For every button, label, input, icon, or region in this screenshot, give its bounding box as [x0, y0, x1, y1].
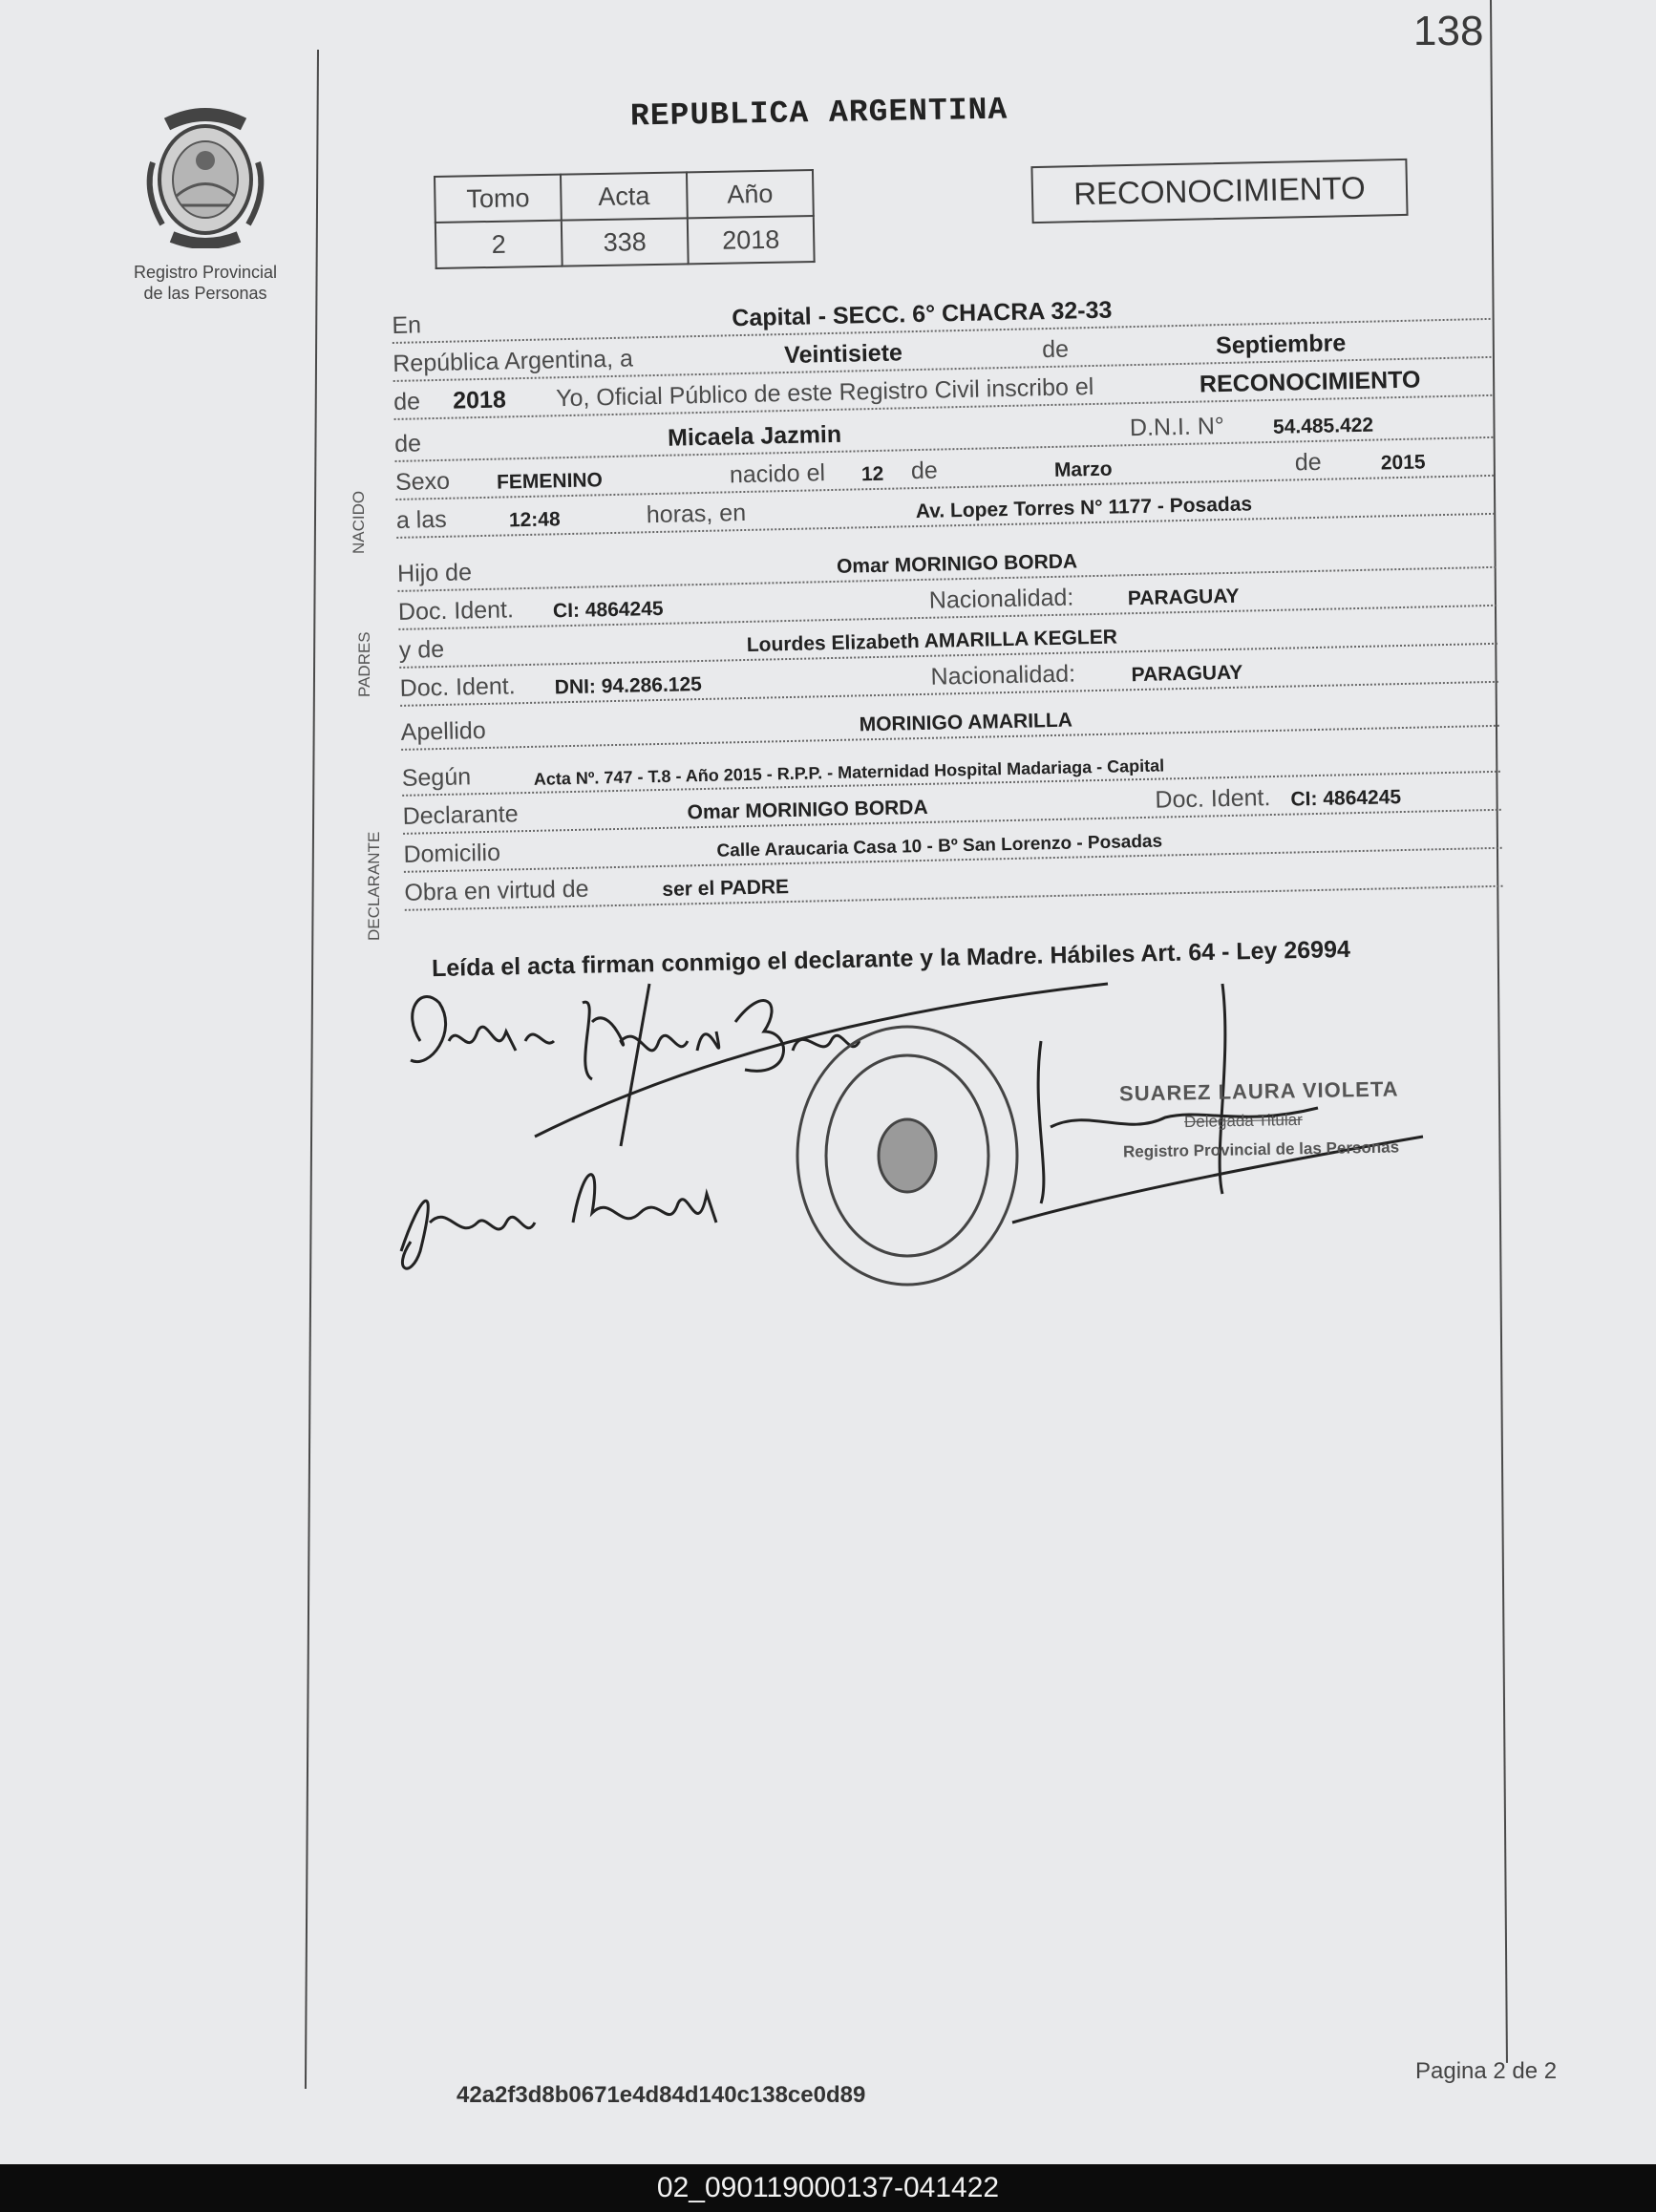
label-nacido-de2: de [1294, 448, 1322, 477]
side-label-declarante: DECLARANTE [365, 831, 383, 941]
value-padre-doc: CI: 4864245 [552, 597, 664, 623]
label-a-las: a las [395, 505, 448, 534]
value-obra: ser el PADRE [662, 876, 790, 901]
label-hijo-de: Hijo de [396, 559, 473, 587]
record-body [392, 282, 1503, 911]
value-hora: 12:48 [508, 508, 561, 532]
header-tomo: Tomo [435, 175, 562, 223]
value-inscribo: RECONOCIMIENTO [1199, 366, 1421, 398]
value-anio: 2018 [688, 216, 815, 264]
pagination: Pagina 2 de 2 [1415, 2058, 1558, 2084]
value-mes: Septiembre [1215, 330, 1347, 360]
logo-caption-line1: Registro Provincial [133, 263, 278, 282]
logo-caption [105, 262, 306, 304]
header-acta: Acta [561, 172, 688, 220]
label-inscribo: Yo, Oficial Público de este Registro Civil inscribo el [555, 372, 1094, 413]
value-tomo: 2 [435, 221, 563, 268]
value-dia: Veintisiete [783, 339, 903, 370]
document-hash: 42a2f3d8b0671e4d84d140c138ce0d89 [456, 2082, 866, 2108]
value-nombre: Micaela Jazmin [667, 420, 842, 452]
value-declarante: Omar MORINIGO BORDA [687, 796, 928, 824]
scan-id-footer: 02_090119000137-041422 [0, 2164, 1656, 2212]
value-nacido-dia: 12 [860, 462, 884, 486]
value-madre-doc: DNI: 94.286.125 [554, 673, 703, 699]
label-madre-nac: Nacionalidad: [930, 660, 1076, 691]
label-dni: D.N.I. N° [1129, 413, 1225, 442]
document-title: REPUBLICA ARGENTINA [629, 92, 1008, 135]
label-declarante-doc: Doc. Ident. [1155, 784, 1271, 814]
label-domicilio: Domicilio [403, 839, 501, 868]
value-padre-nac: PARAGUAY [1127, 585, 1240, 610]
label-segun: Según [401, 763, 472, 792]
value-madre-nac: PARAGUAY [1131, 661, 1243, 687]
record-type-box: RECONOCIMIENTO [1030, 159, 1408, 223]
signature-lourdes-amarilla [401, 1175, 716, 1268]
label-padre-doc: Doc. Ident. [397, 596, 515, 626]
value-nacido-anio: 2015 [1380, 451, 1426, 475]
value-acta: 338 [562, 218, 689, 266]
provincia-misiones-emblem-icon [134, 105, 277, 248]
value-domicilio: Calle Araucaria Casa 10 - Bº San Lorenzo - Posadas [716, 831, 1163, 861]
value-lugar: Av. Lopez Torres N° 1177 - Posadas [915, 493, 1253, 523]
label-de-mes: de [1041, 335, 1070, 364]
label-apellido: Apellido [400, 716, 486, 746]
value-sexo: FEMENINO [496, 469, 604, 494]
value-nacido-mes: Marzo [1053, 457, 1113, 481]
reference-table [434, 169, 816, 269]
label-republica: República Argentina, a [393, 345, 634, 377]
value-anio: 2018 [452, 386, 507, 415]
official-stamp-name: SUAREZ LAURA VIOLETA [1118, 1076, 1399, 1106]
value-declarante-doc: CI: 4864245 [1290, 786, 1402, 811]
closing-statement: Leída el acta firman conmigo el declarante y la Madre. Hábiles Art. 64 - Ley 26994 [431, 935, 1351, 983]
label-nacido-de: de [910, 457, 939, 485]
value-en: Capital - SECC. 6° CHACRA 32-33 [732, 296, 1113, 332]
page-number: 138 [1413, 8, 1484, 54]
label-declarante: Declarante [402, 800, 519, 830]
label-y-de: y de [398, 635, 445, 664]
label-obra: Obra en virtud de [404, 875, 589, 906]
label-horas-en: horas, en [646, 499, 747, 529]
value-apellido: MORINIGO AMARILLA [859, 709, 1073, 736]
label-madre-doc: Doc. Ident. [399, 672, 516, 702]
value-madre: Lourdes Elizabeth AMARILLA KEGLER [746, 626, 1118, 656]
official-stamp-org: Registro Provincial de las Personas [1122, 1138, 1400, 1161]
label-en: En [392, 311, 422, 339]
label-de-anio: de [393, 388, 421, 415]
official-stamp-role: Delegada Titular [1183, 1110, 1303, 1132]
side-label-padres: PADRES [355, 631, 373, 697]
logo-caption-line2: de las Personas [143, 284, 267, 303]
margin-rule-left [305, 50, 319, 2089]
signature-omar-morinigo [411, 984, 1108, 1146]
label-nacido: nacido el [729, 459, 826, 489]
label-sexo: Sexo [394, 467, 451, 496]
label-nombre-de: de [393, 430, 422, 457]
value-dni: 54.485.422 [1272, 414, 1374, 438]
registry-seal [797, 1027, 1017, 1285]
value-padre: Omar MORINIGO BORDA [836, 550, 1078, 578]
value-segun: Acta Nº. 747 - T.8 - Año 2015 - R.P.P. - Maternidad Hospital Madariaga - Capital [533, 755, 1165, 789]
margin-rule-right [1490, 0, 1508, 2063]
label-padre-nac: Nacionalidad: [928, 584, 1074, 614]
header-anio: Año [687, 170, 814, 218]
side-label-nacido: NACIDO [350, 490, 368, 554]
